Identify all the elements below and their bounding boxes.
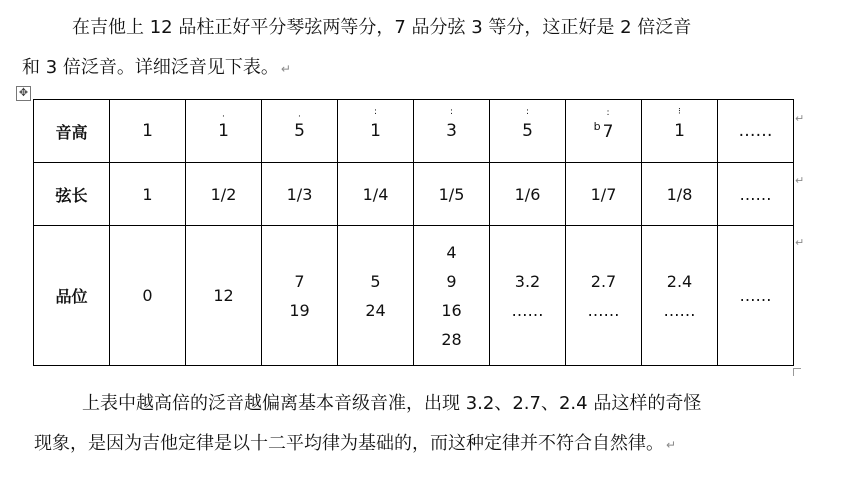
fret-value: 24 bbox=[365, 300, 386, 320]
length-cell: 1/4 bbox=[338, 163, 414, 226]
fret-value: 4 bbox=[446, 242, 457, 262]
octave-dot: : bbox=[606, 108, 610, 118]
fret-value: 2.7 bbox=[590, 271, 617, 291]
fret-cell bbox=[110, 226, 186, 366]
octave-dot: · bbox=[222, 112, 225, 122]
length-cell: 1 bbox=[110, 163, 186, 226]
pitch-cell bbox=[490, 100, 566, 163]
length-cell: 1/2 bbox=[186, 163, 262, 226]
row-end-mark-icon: ↵ bbox=[795, 174, 805, 187]
length-cell: …… bbox=[718, 163, 794, 226]
octave-dot: : bbox=[373, 107, 378, 117]
fret-value: 2.4 bbox=[666, 271, 693, 291]
paragraph-mark-icon: ↵ bbox=[666, 438, 677, 452]
pitch-cell bbox=[338, 100, 414, 163]
octave-dot: : bbox=[449, 107, 454, 117]
pitch-note: 1 · bbox=[218, 112, 229, 141]
fret-cell bbox=[338, 226, 414, 366]
length-cell: 1/7 bbox=[566, 163, 642, 226]
fret-value: 3.2 bbox=[514, 271, 541, 291]
row-end-mark-icon: ↵ bbox=[795, 236, 805, 249]
fret-value: 7 bbox=[294, 271, 305, 291]
length-cell: 1/8 bbox=[642, 163, 718, 226]
fret-value: 12 bbox=[213, 286, 234, 305]
table-row-fret bbox=[34, 226, 794, 366]
fret-cell bbox=[414, 226, 490, 366]
pitch-note: 5 · bbox=[294, 112, 305, 141]
pitch-cell bbox=[642, 100, 718, 163]
table-row-string-length bbox=[34, 163, 794, 226]
fret-cell bbox=[566, 226, 642, 366]
fret-cell bbox=[262, 226, 338, 366]
fret-cell bbox=[186, 226, 262, 366]
pitch-note: 1 ⁝ bbox=[674, 107, 685, 141]
fret-cell bbox=[718, 226, 794, 366]
row-header-string-length: 弦长 bbox=[34, 163, 110, 226]
table-move-handle-icon[interactable]: ✥ bbox=[16, 86, 31, 101]
pitch-note: 1 bbox=[142, 121, 153, 141]
fret-value: …… bbox=[511, 300, 544, 320]
fret-value: 5 bbox=[370, 271, 381, 291]
fret-value: 28 bbox=[441, 329, 462, 349]
fret-value: 19 bbox=[289, 300, 310, 320]
length-cell: 1/6 bbox=[490, 163, 566, 226]
intro-line-2: 和 3 倍泛音。详细泛音见下表。 ↵ bbox=[22, 57, 291, 78]
pitch-note: 7 : bbox=[602, 108, 614, 142]
row-end-mark-icon: ↵ bbox=[795, 112, 805, 125]
length-cell: 1/3 bbox=[262, 163, 338, 226]
outro-line-2: 现象，是因为吉他定律是以十二平均律为基础的，而这种定律并不符合自然律。 ↵ bbox=[34, 433, 677, 454]
octave-dot: : bbox=[525, 107, 530, 117]
row-header-pitch: 音高 bbox=[34, 100, 110, 163]
intro-line-1: 在吉他上 12 品柱正好平分琴弦两等分，7 品分弦 3 等分，这正好是 2 倍泛音 bbox=[72, 17, 692, 38]
paragraph-mark-icon: ↵ bbox=[280, 62, 291, 76]
fret-value: 0 bbox=[142, 286, 153, 305]
length-cell: 1/5 bbox=[414, 163, 490, 226]
octave-dot: · bbox=[298, 112, 301, 122]
pitch-cell bbox=[718, 100, 794, 163]
pitch-note: 3 : bbox=[446, 107, 457, 141]
pitch-cell bbox=[566, 100, 642, 163]
fret-value: 9 bbox=[446, 271, 457, 291]
table-end-marker bbox=[793, 368, 801, 376]
outro-line-1: 上表中越高倍的泛音越偏离基本音级音准，出现 3.2、2.7、2.4 品这样的奇怪 bbox=[82, 393, 702, 414]
pitch-cell bbox=[186, 100, 262, 163]
pitch-cell bbox=[110, 100, 186, 163]
flat-sign: b bbox=[593, 120, 601, 133]
fret-value: 16 bbox=[441, 300, 462, 320]
pitch-note: 5 : bbox=[522, 107, 533, 141]
fret-cell bbox=[642, 226, 718, 366]
fret-value: …… bbox=[587, 300, 620, 320]
row-header-fret: 品位 bbox=[34, 226, 110, 366]
harmonics-table bbox=[33, 99, 794, 366]
pitch-note: 1 : bbox=[370, 107, 381, 141]
pitch-note: …… bbox=[738, 121, 773, 141]
table-row-pitch bbox=[34, 100, 794, 163]
fret-value: …… bbox=[739, 286, 772, 305]
pitch-cell bbox=[414, 100, 490, 163]
pitch-cell bbox=[262, 100, 338, 163]
fret-value: …… bbox=[663, 300, 696, 320]
octave-dot: ⁝ bbox=[678, 107, 681, 117]
fret-cell bbox=[490, 226, 566, 366]
